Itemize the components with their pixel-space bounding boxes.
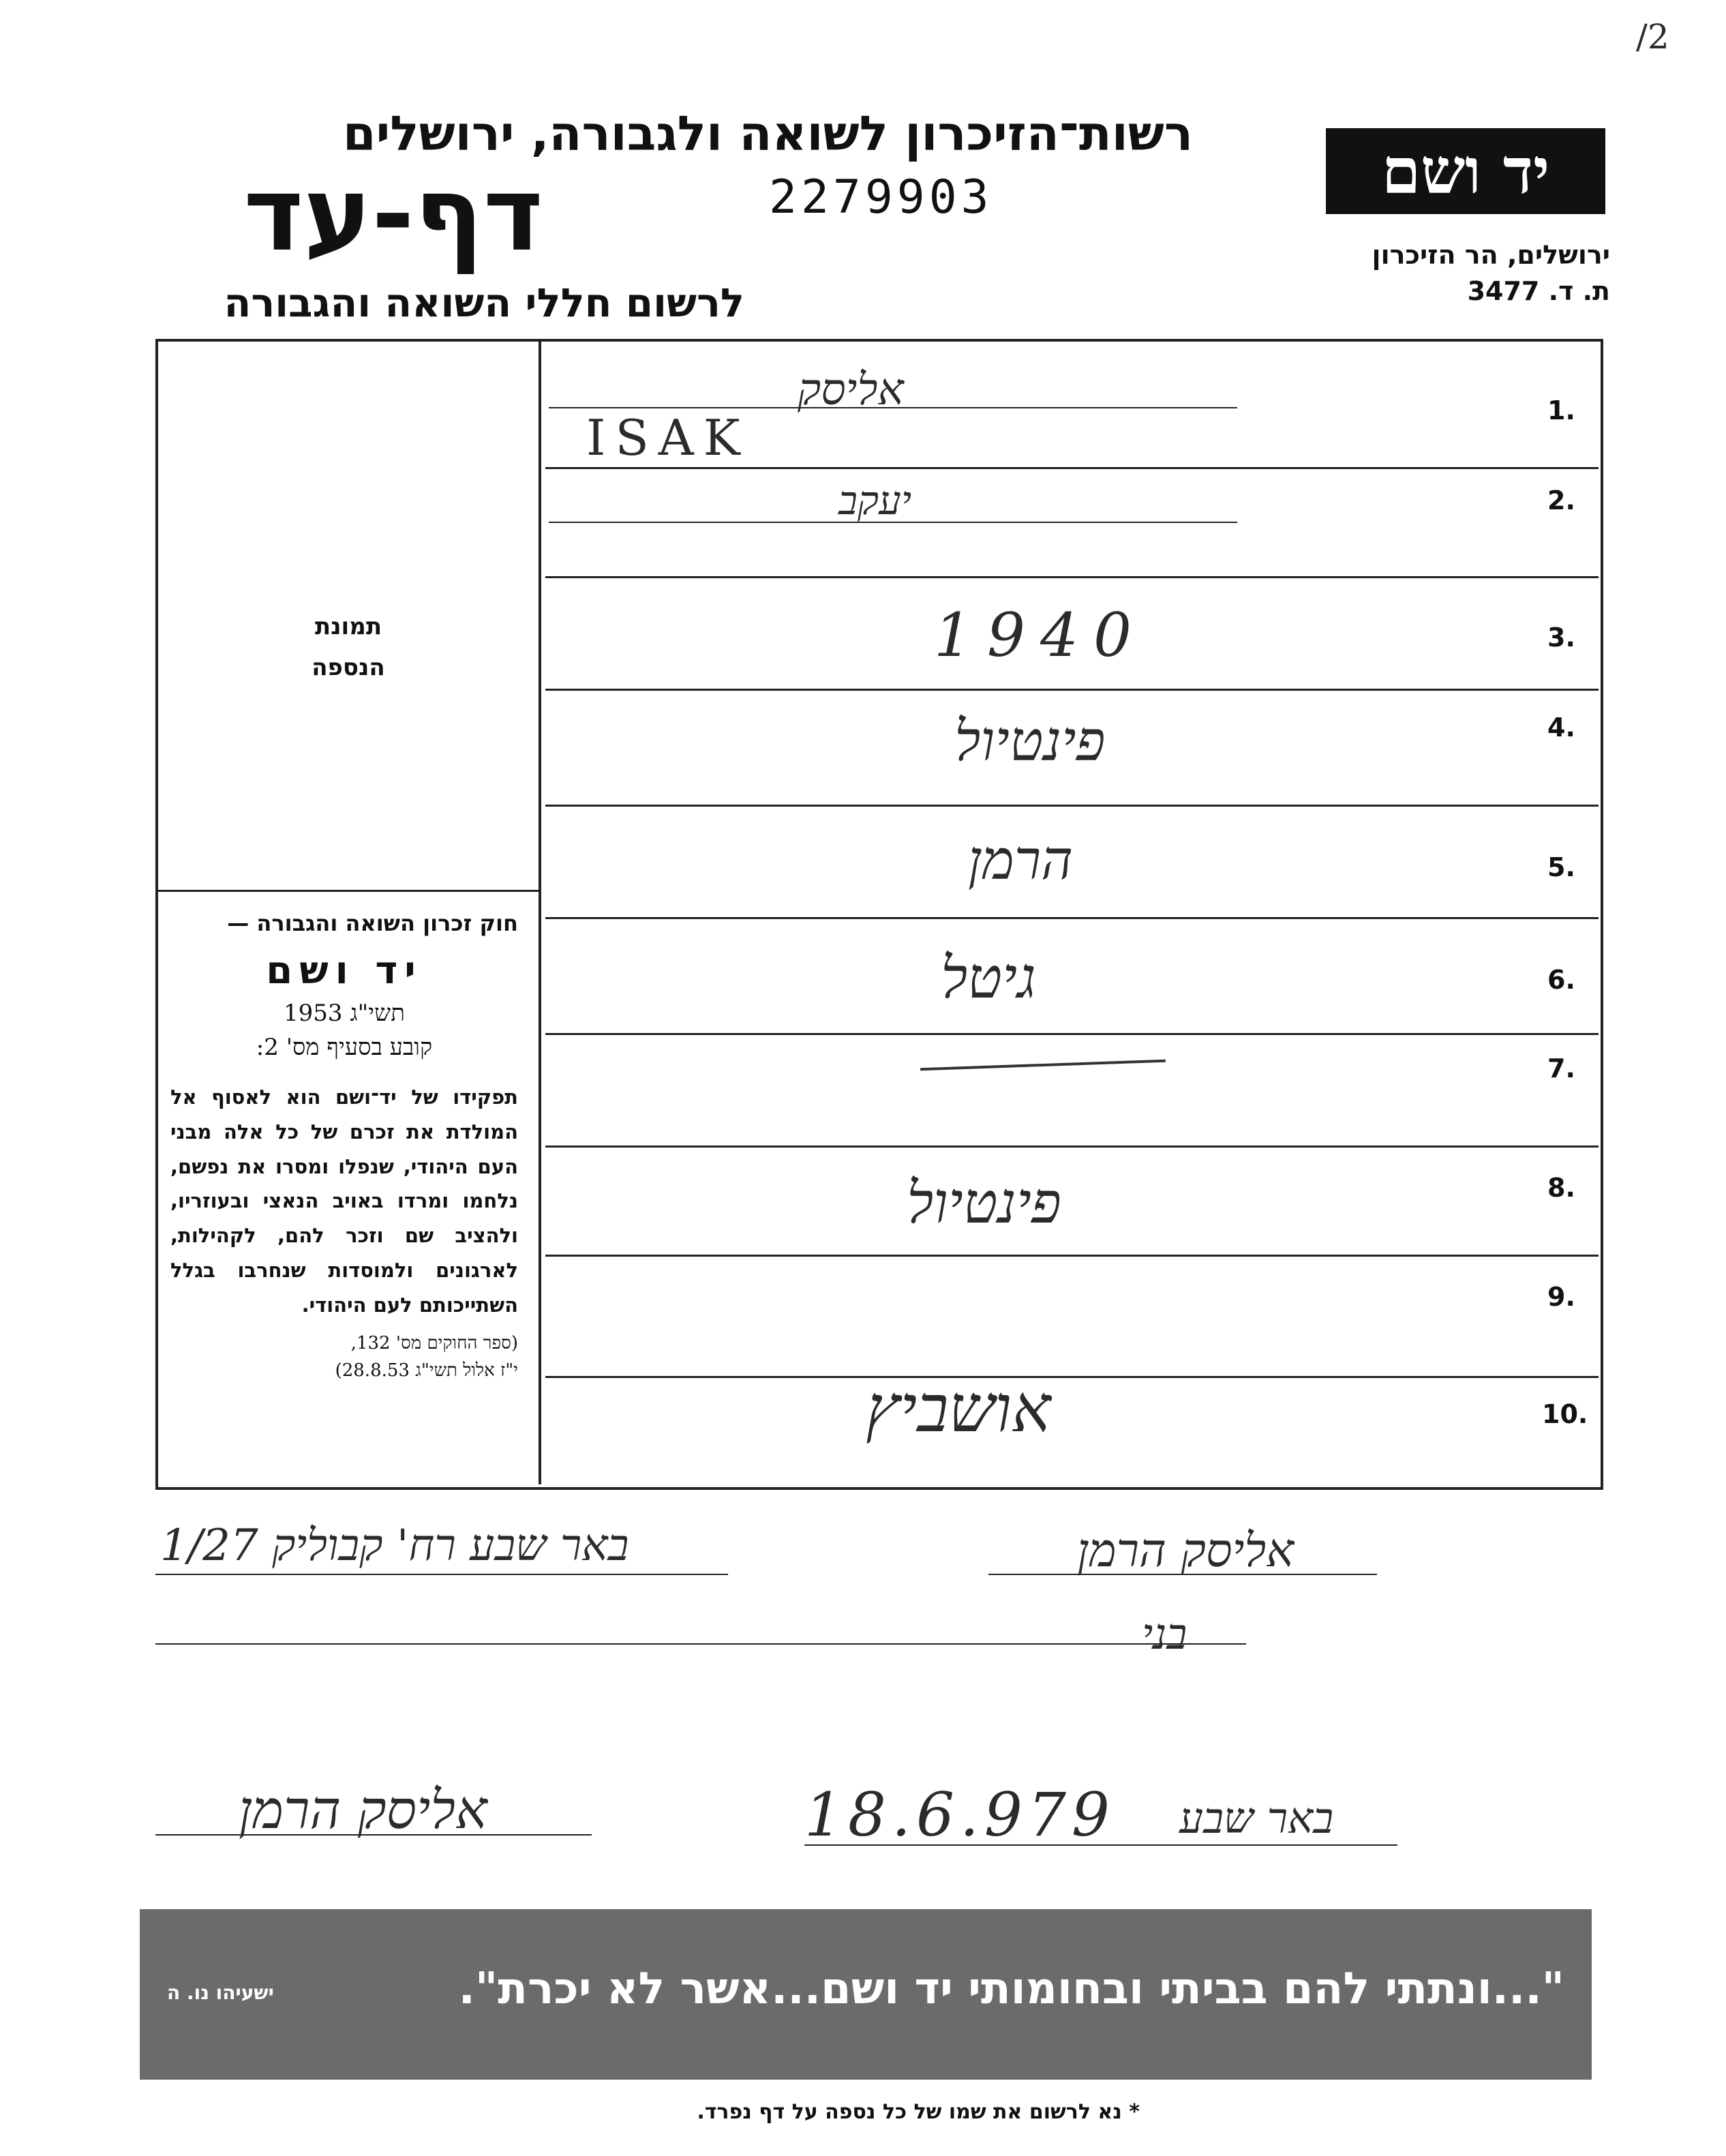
declaration-date-value[interactable]: 18.6.979: [804, 1780, 1115, 1850]
law-clause: קובע בסעיף מס' 2:: [256, 1034, 433, 1061]
address-value[interactable]: באר שבע רח' קבוליק 1/27: [160, 1521, 629, 1571]
field-number: 4.: [1547, 713, 1575, 743]
field-number: 10.: [1542, 1399, 1588, 1429]
po-box: ת. ד. 3477: [1467, 276, 1610, 306]
form-subtitle: לרשום חללי השואה והגבורה: [224, 280, 744, 326]
father-name-value[interactable]: הרמן: [968, 828, 1073, 892]
yad-vashem-logo: יד ושם: [1326, 128, 1605, 214]
permanent-residence-value[interactable]: פינטיול: [907, 1169, 1061, 1236]
institution-line: רשות־הזיכרון לשואה ולגבורה, ירושלים: [342, 106, 1193, 162]
law-body: תפקידו של יד־ושם הוא לאסוף אל המולדת את זכרם של כל אלה מבני העם היהודי, שנפלו ומסרו את נפשם, נלחמו ומרדו באויב הנאצי ובעוזריו, ולהציב שם וזכר להם, לקהילות, לארגונים ולמוסדות שנחרבו בגלל השתייכותם לעם היהודי.: [170, 1086, 518, 1317]
serial-number: 2279903: [769, 170, 993, 224]
banner-quote: "...ונתתי להם בביתי ובחומותי יד ושם...אשר לא יכרת".: [458, 1964, 1564, 2014]
declaration-place-value[interactable]: באר שבע: [1179, 1793, 1334, 1843]
law-heading: חוק זכרון השואה והגבורה —: [227, 910, 518, 936]
address-line: ירושלים, הר הזיכרון: [1372, 240, 1610, 270]
quote-banner: [140, 1909, 1592, 2080]
page-number: /2: [1636, 17, 1669, 57]
signature-value[interactable]: אליסק הרמן: [239, 1780, 487, 1841]
field-number: 6.: [1547, 965, 1575, 995]
footer-note: * נא לרשום את שמו של כל נספה על דף נפרד.: [697, 2100, 1140, 2124]
law-source-1: (ספר החוקים מס' 132,: [350, 1333, 518, 1354]
mother-name-value[interactable]: גיטל: [941, 944, 1036, 1011]
death-place-value[interactable]: אושביץ: [866, 1371, 1051, 1447]
field-number: 7.: [1547, 1053, 1575, 1083]
form-title: דף-עד: [243, 155, 543, 274]
photo-label-line1: תמונת: [314, 613, 382, 640]
law-title: יד ושם: [266, 948, 423, 993]
field-number: 1.: [1547, 395, 1575, 425]
field-number: 3.: [1547, 623, 1575, 653]
relation-value[interactable]: בני: [1142, 1609, 1187, 1659]
field-number: 5.: [1547, 852, 1575, 882]
field-number: 9.: [1547, 1282, 1575, 1312]
birth-place-value[interactable]: פינטיול: [954, 709, 1106, 774]
law-box: [170, 910, 518, 1381]
law-year: תשי"ג 1953: [284, 1000, 405, 1027]
law-source-2: י"ז אלול תשי"ג 28.8.53): [335, 1360, 518, 1381]
witness-name-value[interactable]: אליסק הרמן: [1077, 1524, 1294, 1578]
banner-citation: ישעיהו נו. ה: [167, 1981, 274, 2004]
surname-latin-value[interactable]: ISAK: [586, 409, 750, 466]
birth-date-value[interactable]: 1940: [934, 600, 1147, 670]
photo-label-line2: הנספה: [312, 653, 385, 681]
photo-placeholder: [158, 607, 539, 688]
surname-hebrew-value[interactable]: אליסק: [798, 365, 904, 415]
first-name-hebrew-value[interactable]: יעקב: [838, 477, 912, 524]
field-number: 2.: [1547, 485, 1575, 515]
field-number: 8.: [1547, 1173, 1575, 1203]
